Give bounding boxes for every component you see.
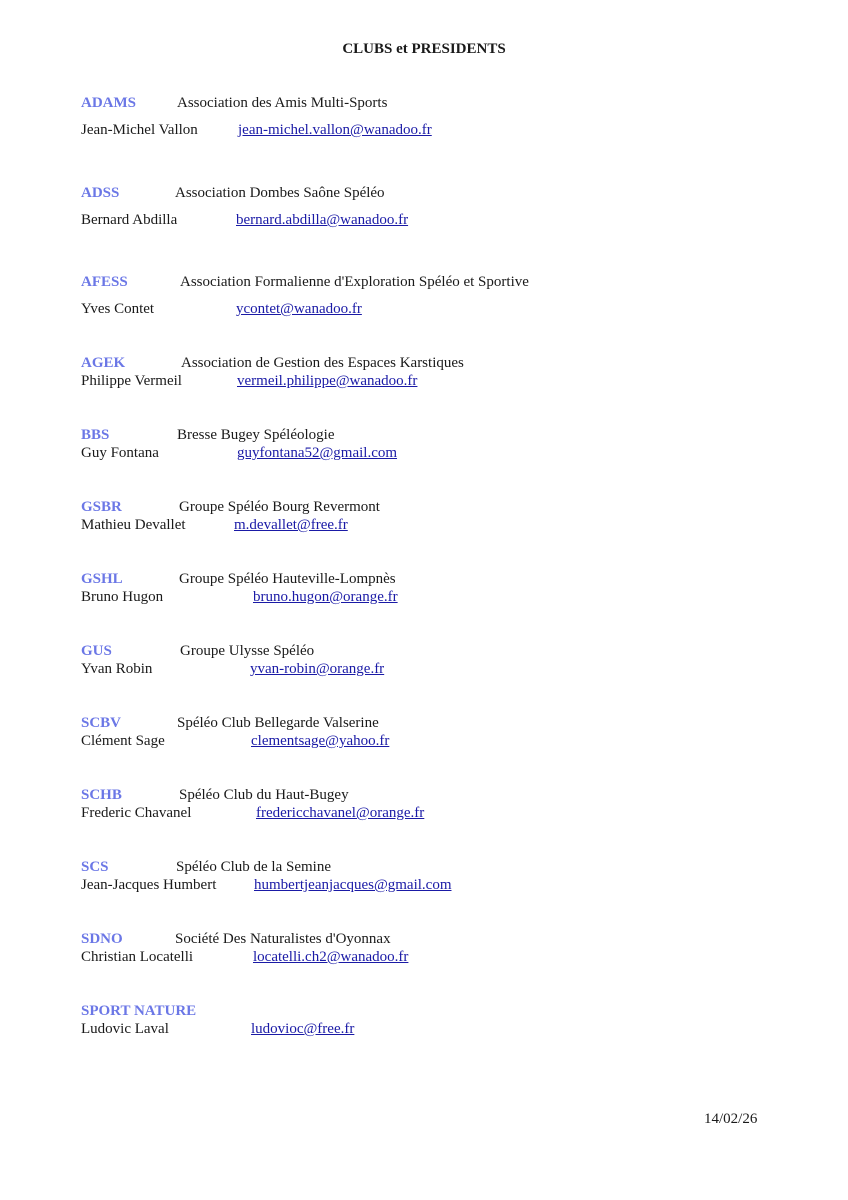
president-name: Jean-Jacques Humbert — [81, 877, 217, 893]
president-name: Clément Sage — [81, 733, 165, 749]
club-abbr: SCHB — [81, 787, 122, 803]
page-date: 14/02/26 — [704, 1111, 758, 1127]
club-abbr: SPORT NATURE — [81, 1003, 197, 1019]
club-name: Association de Gestion des Espaces Karstiques — [181, 355, 464, 371]
club-name: Bresse Bugey Spéléologie — [177, 427, 335, 443]
club-abbr: BBS — [81, 427, 110, 443]
president-name: Jean-Michel Vallon — [81, 122, 198, 138]
club-name: Groupe Ulysse Spéléo — [180, 643, 315, 659]
president-name: Yves Contet — [81, 301, 155, 317]
club-abbr: SDNO — [81, 931, 123, 947]
president-name: Ludovic Laval — [81, 1021, 169, 1037]
president-email-link[interactable]: m.devallet@free.fr — [234, 517, 348, 533]
club-abbr: AGEK — [81, 355, 126, 371]
president-name: Philippe Vermeil — [81, 373, 182, 389]
club-abbr: ADAMS — [81, 95, 136, 111]
club-abbr: SCS — [81, 859, 109, 875]
president-name: Guy Fontana — [81, 445, 159, 461]
president-name: Bruno Hugon — [81, 589, 164, 605]
president-email-link[interactable]: ludovioc@free.fr — [251, 1021, 355, 1037]
club-abbr: AFESS — [81, 274, 128, 290]
club-abbr: SCBV — [81, 715, 122, 731]
club-name: Spéléo Club du Haut-Bugey — [179, 787, 349, 803]
president-email-link[interactable]: clementsage@yahoo.fr — [251, 733, 390, 749]
club-abbr: ADSS — [81, 185, 120, 201]
president-email-link[interactable]: locatelli.ch2@wanadoo.fr — [253, 949, 409, 965]
president-email-link[interactable]: ycontet@wanadoo.fr — [236, 301, 362, 317]
president-email-link[interactable]: guyfontana52@gmail.com — [237, 445, 398, 461]
president-name: Bernard Abdilla — [81, 212, 178, 228]
club-name: Spéléo Club Bellegarde Valserine — [177, 715, 379, 731]
club-name: Société Des Naturalistes d'Oyonnax — [175, 931, 391, 947]
club-name: Association des Amis Multi-Sports — [177, 95, 388, 111]
president-email-link[interactable]: humbertjeanjacques@gmail.com — [254, 877, 452, 893]
club-name: Association Dombes Saône Spéléo — [175, 185, 385, 201]
club-name: Association Formalienne d'Exploration Spéléo et Sportive — [180, 274, 529, 290]
club-name: Groupe Spéléo Bourg Revermont — [179, 499, 380, 515]
president-email-link[interactable]: vermeil.philippe@wanadoo.fr — [237, 373, 418, 389]
president-name: Mathieu Devallet — [81, 517, 186, 533]
president-name: Yvan Robin — [81, 661, 153, 677]
club-abbr: GSBR — [81, 499, 122, 515]
president-name: Christian Locatelli — [81, 949, 194, 965]
president-email-link[interactable]: yvan-robin@orange.fr — [250, 661, 385, 677]
president-name: Frederic Chavanel — [81, 805, 192, 821]
president-email-link[interactable]: fredericchavanel@orange.fr — [256, 805, 425, 821]
president-email-link[interactable]: jean-michel.vallon@wanadoo.fr — [238, 122, 432, 138]
president-email-link[interactable]: bernard.abdilla@wanadoo.fr — [236, 212, 409, 228]
club-name: Groupe Spéléo Hauteville-Lompnès — [179, 571, 396, 587]
club-name: Spéléo Club de la Semine — [176, 859, 331, 875]
club-abbr: GSHL — [81, 571, 123, 587]
page-title: CLUBS et PRESIDENTS — [342, 41, 506, 57]
president-email-link[interactable]: bruno.hugon@orange.fr — [253, 589, 398, 605]
club-abbr: GUS — [81, 643, 112, 659]
